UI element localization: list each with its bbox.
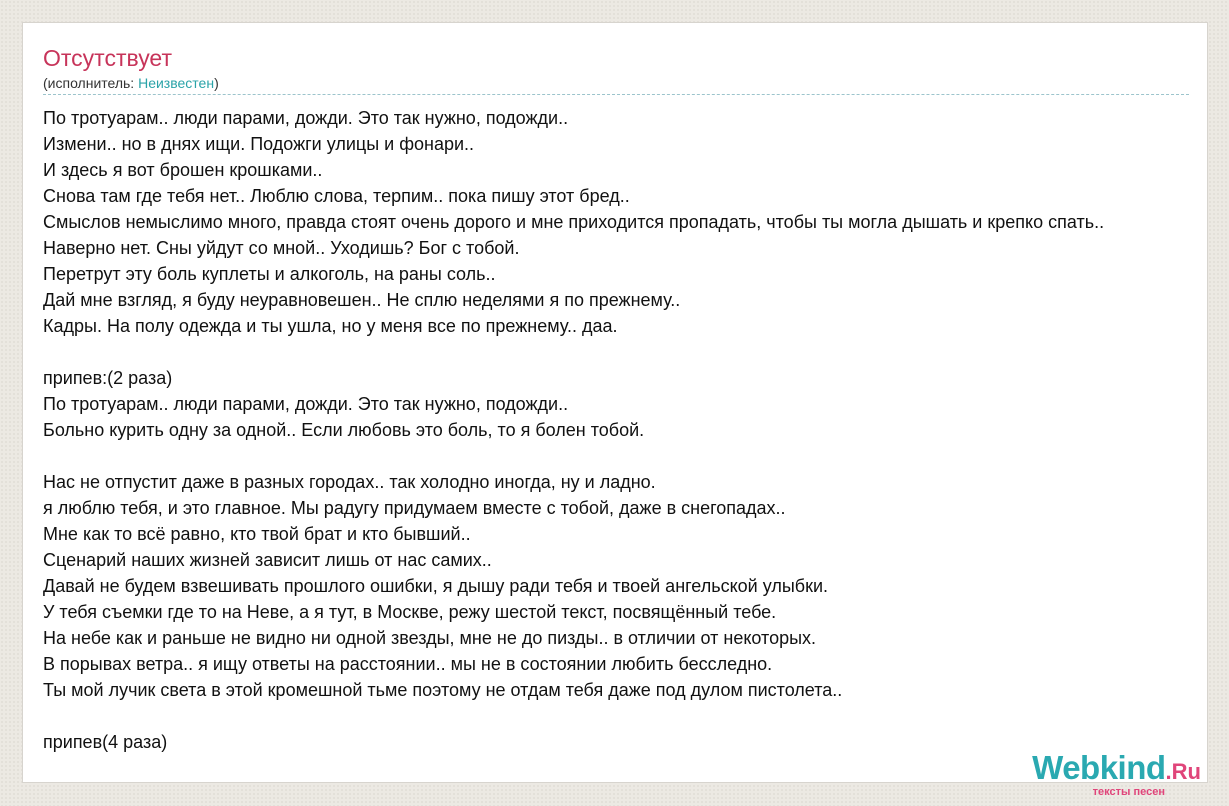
lyric-blank-line bbox=[43, 339, 1104, 365]
lyric-line: По тротуарам.. люди парами, дожди. Это так нужно, подожди.. bbox=[43, 108, 569, 128]
lyric-line: Нас не отпустит даже в разных городах.. так холодно иногда, ну и ладно. bbox=[43, 472, 656, 492]
artist-link[interactable]: Неизвестен bbox=[138, 75, 215, 91]
lyric-line: Перетрут эту боль куплеты и алкоголь, на раны соль.. bbox=[43, 264, 496, 284]
logo-main-text: Webkind bbox=[1032, 749, 1166, 786]
lyric-line: Мне как то всё равно, кто твой брат и кто бывший.. bbox=[43, 524, 471, 544]
lyrics-body bbox=[43, 105, 1104, 755]
lyric-line: И здесь я вот брошен крошками.. bbox=[43, 160, 323, 180]
song-title: Отсутствует bbox=[43, 45, 172, 71]
artist-suffix: ) bbox=[214, 75, 219, 91]
site-logo[interactable] bbox=[1032, 749, 1201, 798]
lyric-line: Дай мне взгляд, я буду неуравновешен.. Не сплю неделями я по прежнему.. bbox=[43, 290, 681, 310]
lyric-blank-line bbox=[43, 703, 1104, 729]
lyric-line: Ты мой лучик света в этой кромешной тьме поэтому не отдам тебя даже под дулом пистолета.. bbox=[43, 680, 843, 700]
lyric-line: Больно курить одну за одной.. Если любовь это боль, то я болен тобой. bbox=[43, 420, 645, 440]
title-divider bbox=[43, 94, 1189, 95]
lyric-line: В порывах ветра.. я ищу ответы на расстоянии.. мы не в состоянии любить бесследно. bbox=[43, 654, 773, 674]
artist-line bbox=[43, 74, 219, 92]
lyric-line: Наверно нет. Сны уйдут со мной.. Уходишь? Бог с тобой. bbox=[43, 238, 520, 258]
lyric-line: Давай не будем взвешивать прошлого ошибки, я дышу ради тебя и твоей ангельской улыбки. bbox=[43, 576, 829, 596]
lyric-line: По тротуарам.. люди парами, дожди. Это так нужно, подожди.. bbox=[43, 394, 569, 414]
lyric-line: Кадры. На полу одежда и ты ушла, но у меня все по прежнему.. даа. bbox=[43, 316, 618, 336]
logo-subtitle: тексты песен bbox=[1092, 786, 1165, 798]
artist-prefix: (исполнитель: bbox=[43, 75, 139, 91]
lyric-blank-line bbox=[43, 443, 1104, 469]
lyric-line: У тебя съемки где то на Неве, а я тут, в Москве, режу шестой текст, посвящённый тебе. bbox=[43, 602, 777, 622]
logo-tld: .Ru bbox=[1165, 759, 1201, 784]
lyric-line: я люблю тебя, и это главное. Мы радугу придумаем вместе с тобой, даже в снегопадах.. bbox=[43, 498, 786, 518]
lyric-line: Смыслов немыслимо много, правда стоят очень дорого и мне приходится пропадать, чтобы ты могла дышать и крепко спать.. bbox=[43, 212, 1105, 232]
lyrics-page bbox=[22, 22, 1208, 783]
lyric-line: На небе как и раньше не видно ни одной звезды, мне не до пизды.. в отличии от некоторых. bbox=[43, 628, 817, 648]
lyric-line: припев(4 раза) bbox=[43, 732, 168, 752]
lyric-line: Измени.. но в днях ищи. Подожги улицы и фонари.. bbox=[43, 134, 475, 154]
lyric-line: припев:(2 раза) bbox=[43, 368, 173, 388]
lyric-line: Сценарий наших жизней зависит лишь от нас самих.. bbox=[43, 550, 492, 570]
lyric-line: Снова там где тебя нет.. Люблю слова, терпим.. пока пишу этот бред.. bbox=[43, 186, 630, 206]
